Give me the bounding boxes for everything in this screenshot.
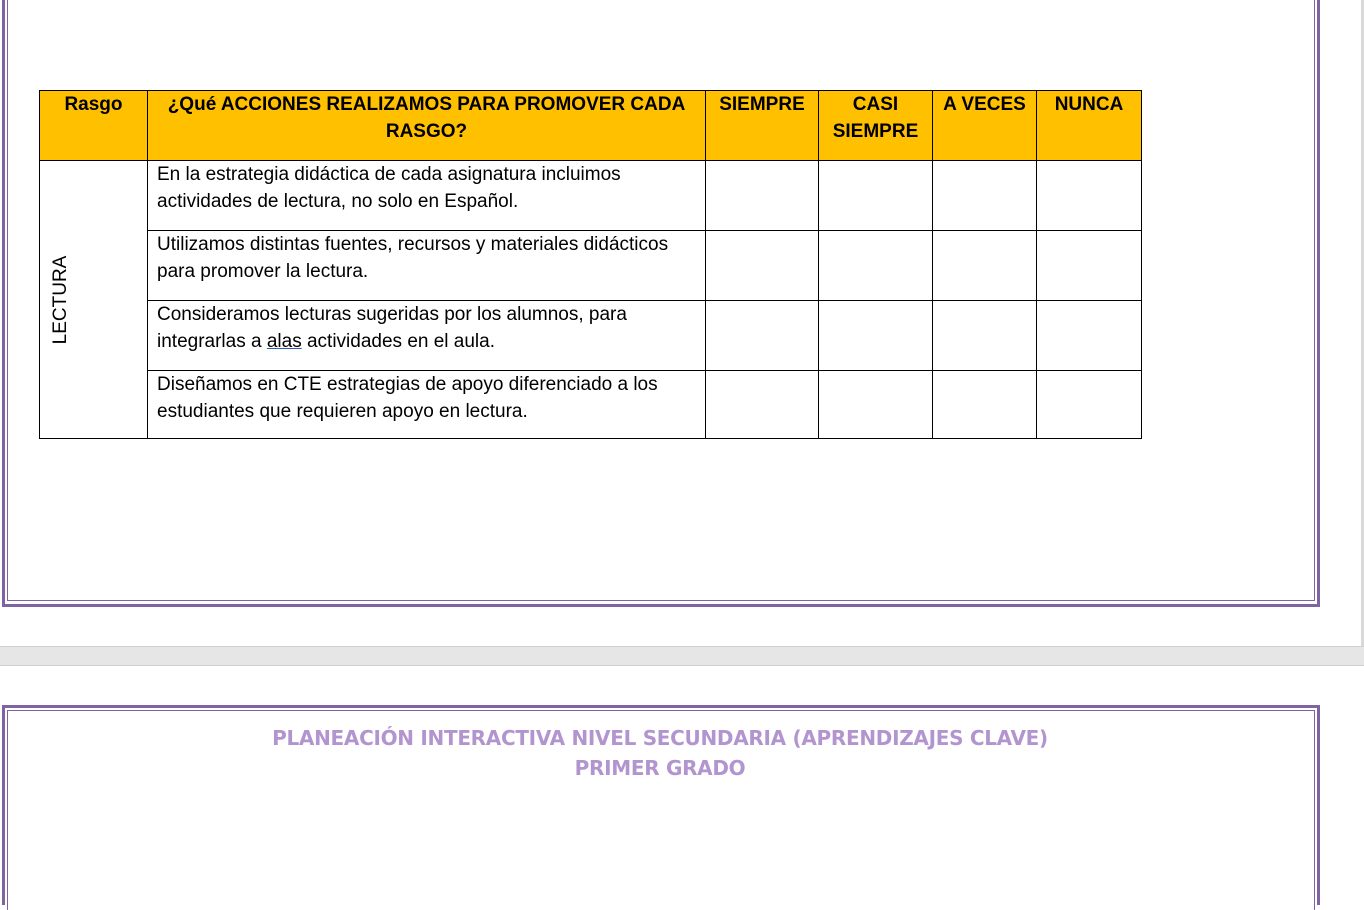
- page-header-subtitle: PRIMER GRADO: [574, 756, 746, 780]
- table-row: [40, 161, 1142, 231]
- action-text[interactable]: [148, 301, 706, 371]
- next-document-page: [0, 666, 1364, 786]
- trait-cell: [40, 161, 148, 439]
- header-sometimes: A VECES: [933, 91, 1037, 161]
- header-always: SIEMPRE: [706, 91, 819, 161]
- page-separator: [0, 646, 1364, 666]
- cell-always[interactable]: [706, 371, 819, 439]
- table-row: [40, 301, 1142, 371]
- spelling-flagged-word[interactable]: alas: [266, 331, 302, 352]
- header-almost-always: CASI SIEMPRE: [819, 91, 933, 161]
- cell-never[interactable]: [1037, 301, 1142, 371]
- action-text[interactable]: En la estrategia didáctica de cada asignatura incluimos actividades de lectura, no solo en Español.: [148, 161, 706, 231]
- cell-always[interactable]: [706, 301, 819, 371]
- cell-never[interactable]: [1037, 161, 1142, 231]
- cell-never[interactable]: [1037, 231, 1142, 301]
- table-row: [40, 231, 1142, 301]
- page-header-title: PLANEACIÓN INTERACTIVA NIVEL SECUNDARIA (APRENDIZAJES CLAVE): [272, 726, 1048, 750]
- cell-always[interactable]: [706, 161, 819, 231]
- table-header-row: [40, 91, 1142, 161]
- header-actions: ¿Qué ACCIONES REALIZAMOS PARA PROMOVER CADA RASGO?: [148, 91, 706, 161]
- cell-almost-always[interactable]: [819, 301, 933, 371]
- trait-label: LECTURA: [49, 255, 71, 344]
- table-row: [40, 371, 1142, 439]
- action-text-part: Consideramos lecturas sugeridas por los alumnos, para integrarlas a: [157, 304, 627, 352]
- cell-almost-always[interactable]: [819, 371, 933, 439]
- action-text-part: actividades en el aula.: [301, 331, 495, 352]
- header-trait: Rasgo: [40, 91, 148, 161]
- cell-always[interactable]: [706, 231, 819, 301]
- action-text[interactable]: Utilizamos distintas fuentes, recursos y materiales didácticos para promover la lectura.: [148, 231, 706, 301]
- header-never: NUNCA: [1037, 91, 1142, 161]
- cell-sometimes[interactable]: [933, 301, 1037, 371]
- cell-sometimes[interactable]: [933, 371, 1037, 439]
- cell-sometimes[interactable]: [933, 231, 1037, 301]
- cell-almost-always[interactable]: [819, 161, 933, 231]
- cell-never[interactable]: [1037, 371, 1142, 439]
- cell-almost-always[interactable]: [819, 231, 933, 301]
- cell-sometimes[interactable]: [933, 161, 1037, 231]
- action-text[interactable]: Diseñamos en CTE estrategias de apoyo diferenciado a los estudiantes que requieren apoyo en lectura.: [148, 371, 706, 439]
- reading-survey-table: [39, 90, 1142, 439]
